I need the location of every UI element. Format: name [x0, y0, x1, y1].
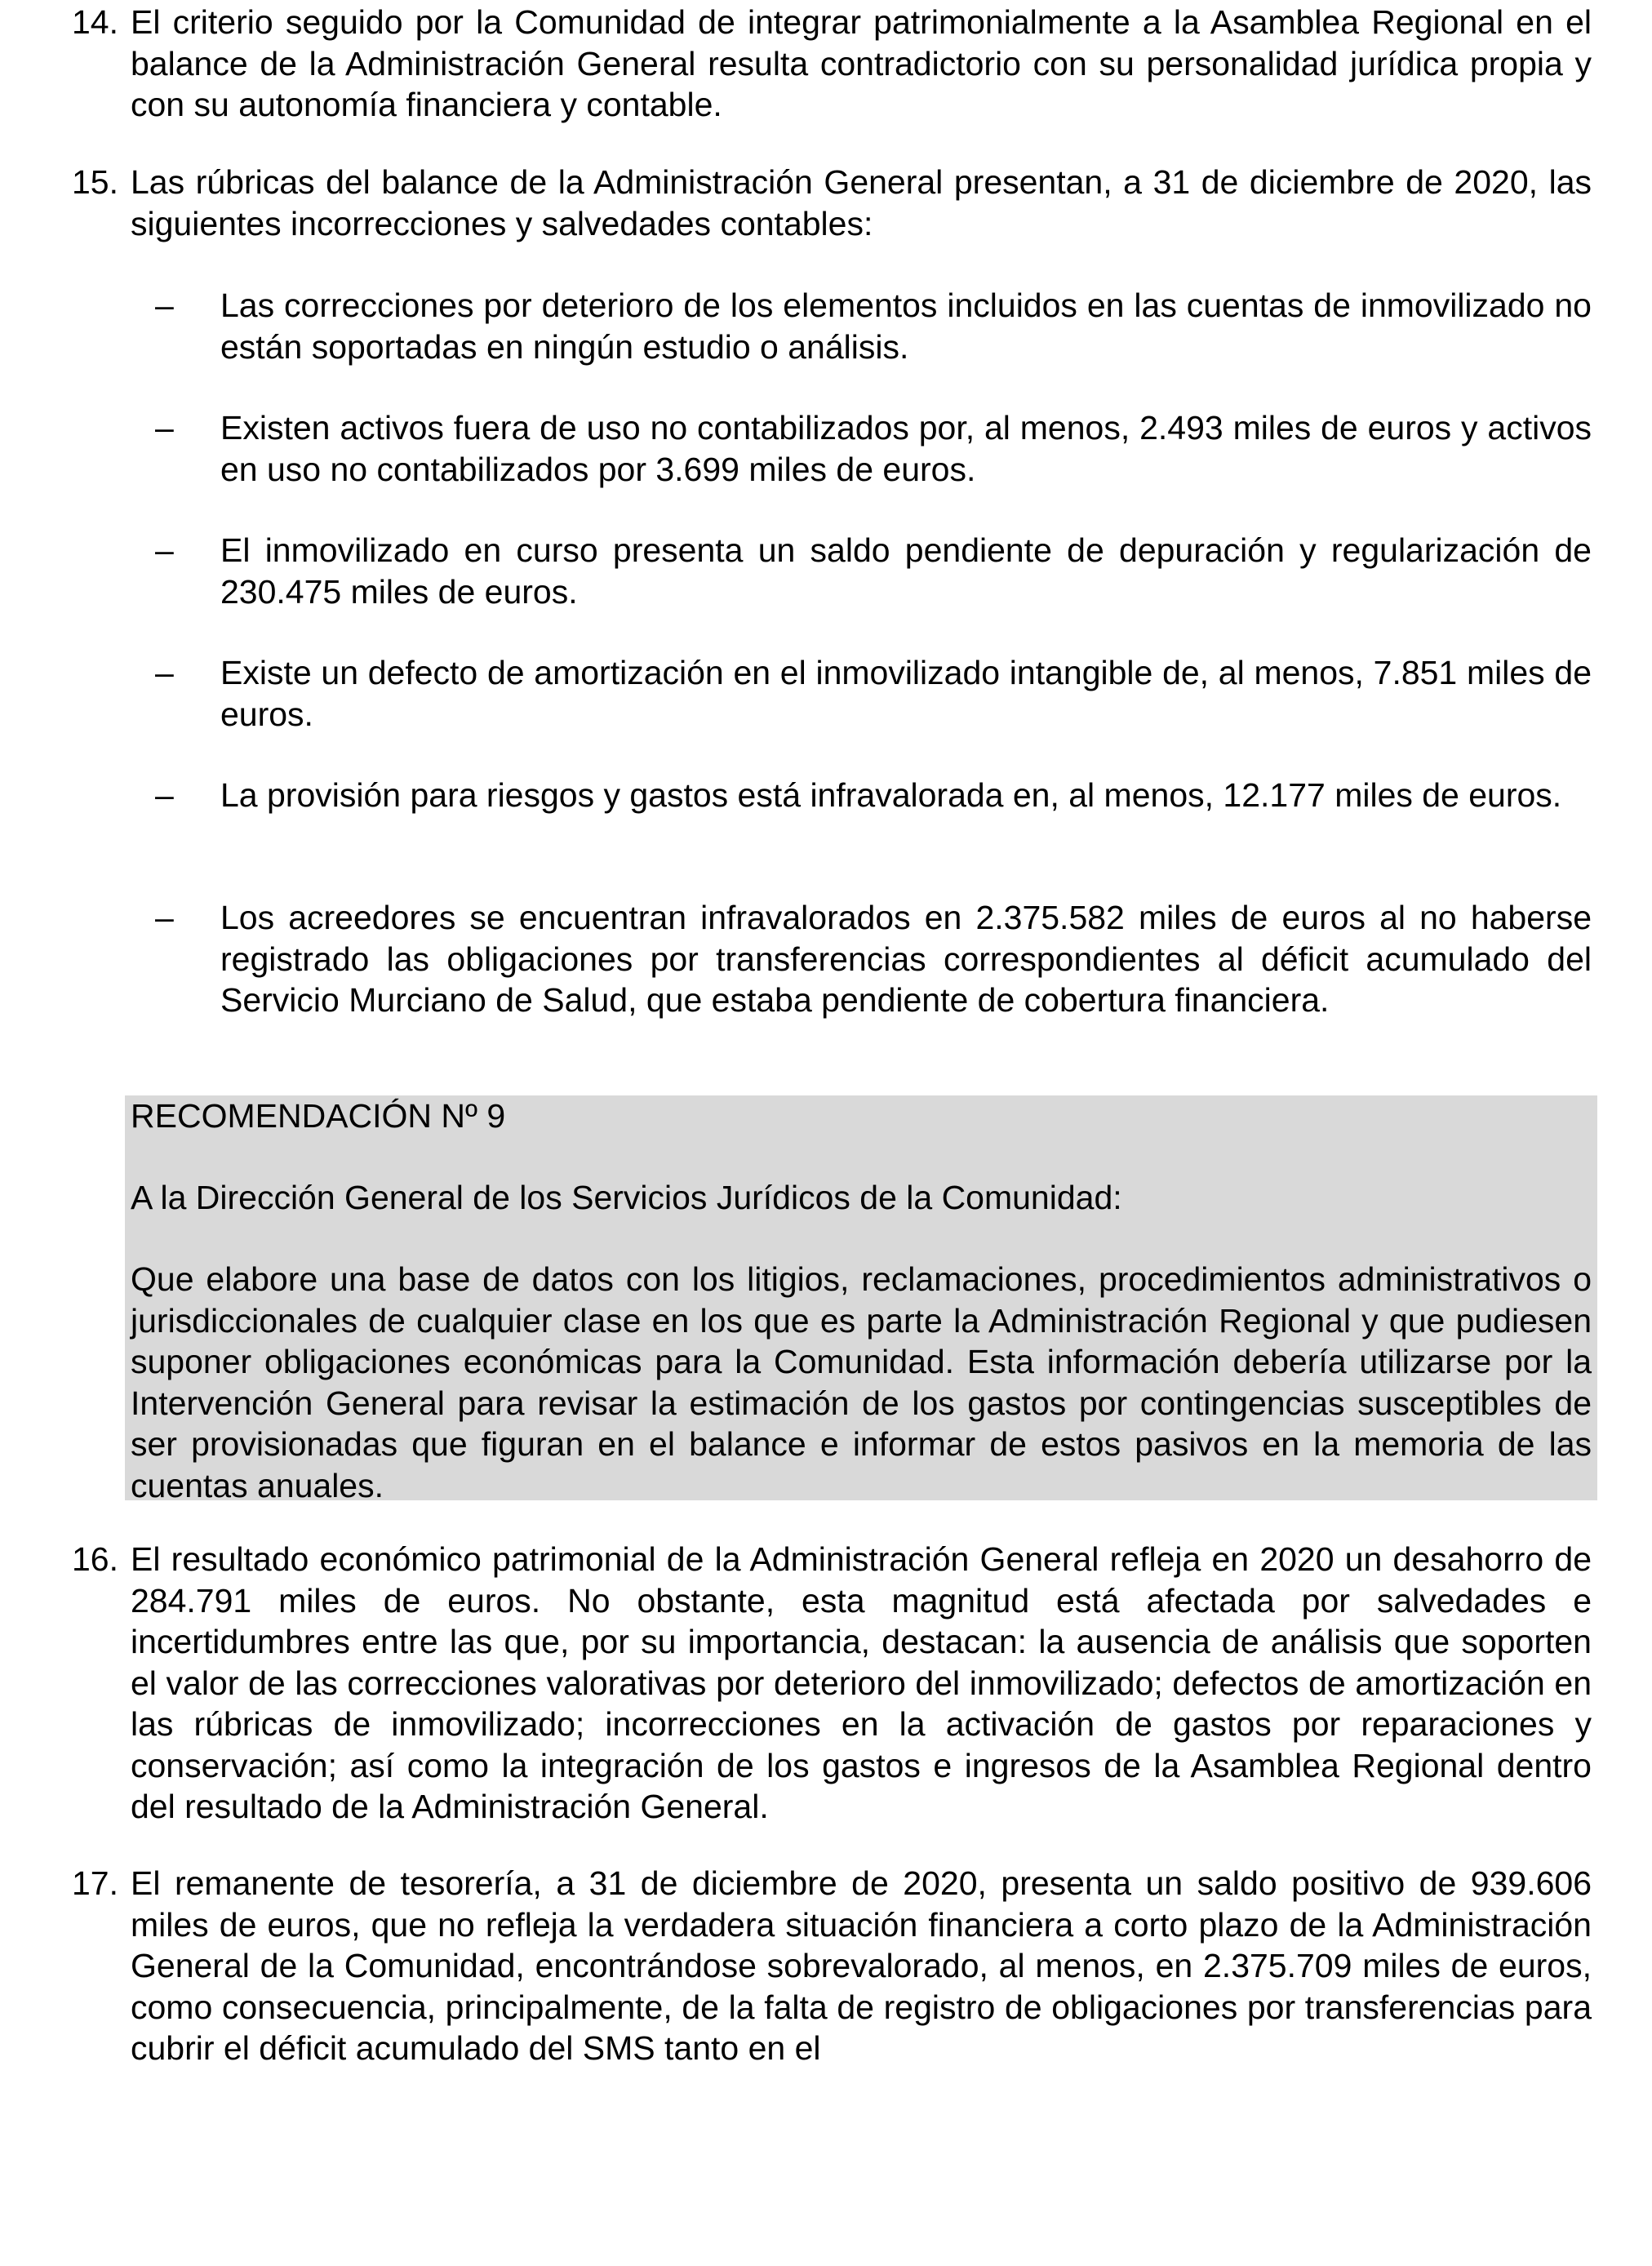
paragraph-15: [72, 162, 1592, 244]
bullet-item: [155, 775, 1592, 816]
paragraph-text: El criterio seguido por la Comunidad de integrar patrimonialmente a la Asamblea Regional en el balance de la Administración General resulta contradictorio con su personalidad jurídica propia y con su autonomía financiera y contable.: [131, 3, 1592, 123]
paragraph-14: [72, 2, 1592, 126]
bullet-item: [155, 652, 1592, 735]
bullet-text: Existe un defecto de amortización en el inmovilizado intangible de, al menos, 7.851 miles de euros.: [220, 654, 1592, 733]
paragraph-number: 15.: [72, 163, 118, 201]
dash-marker: –: [155, 409, 174, 447]
bullet-text: La provisión para riesgos y gastos está infravalorada en, al menos, 12.177 miles de euros.: [220, 776, 1562, 814]
bullet-item: [155, 897, 1592, 1021]
dash-marker: –: [155, 776, 174, 814]
paragraph-text: El resultado económico patrimonial de la Administración General refleja en 2020 un desahorro de 284.791 miles de euros. No obstante, esta magnitud está afectada por salvedades e incertidumbres entre las que, por su importancia, destacan: la ausencia de análisis que soporten el valor de las correcciones valorativas por deterioro del inmovilizado; defectos de amortización en las rúbricas de inmovilizado; incorrecciones en la activación de gastos por reparaciones y conservación; así como la integración de los gastos e ingresos de la Asamblea Regional dentro del resultado de la Administración General.: [131, 1540, 1592, 1825]
bullet-text: El inmovilizado en curso presenta un saldo pendiente de depuración y regularización de 230.475 miles de euros.: [220, 531, 1592, 611]
dash-marker: –: [155, 287, 174, 324]
dash-marker: –: [155, 531, 174, 569]
bullet-item: [155, 285, 1592, 367]
bullet-text: Existen activos fuera de uso no contabilizados por, al menos, 2.493 miles de euros y activos en uso no contabilizados por 3.699 miles de euros.: [220, 409, 1592, 488]
paragraph-text: Las rúbricas del balance de la Administración General presentan, a 31 de diciembre de 2020, las siguientes incorrecciones y salvedades contables:: [131, 163, 1592, 242]
paragraph-number: 17.: [72, 1864, 118, 1902]
bullet-text: Los acreedores se encuentran infravalorados en 2.375.582 miles de euros al no haberse registrado las obligaciones por transferencias correspondientes al déficit acumulado del Servicio Murciano de Salud, que estaba pendiente de cobertura financiera.: [220, 899, 1592, 1019]
paragraph-text: El remanente de tesorería, a 31 de diciembre de 2020, presenta un saldo positivo de 939.606 miles de euros, que no refleja la verdadera situación financiera a corto plazo de la Administración General de la Comunidad, encontrándose sobrevalorado, al menos, en 2.375.709 miles de euros, como consecuencia, principalmente, de la falta de registro de obligaciones por transferencias para cubrir el déficit acumulado del SMS tanto en el: [131, 1864, 1592, 2067]
recommendation-box: [125, 1095, 1597, 1504]
dash-marker: –: [155, 899, 174, 936]
bullet-item: [155, 530, 1592, 612]
bullet-item: [155, 407, 1592, 490]
paragraph-17: [72, 1863, 1592, 2069]
bullet-text: Las correcciones por deterioro de los elementos incluidos en las cuentas de inmovilizado no están soportadas en ningún estudio o análisis.: [220, 287, 1592, 366]
paragraph-number: 14.: [72, 3, 118, 41]
dash-marker: –: [155, 654, 174, 691]
paragraph-number: 16.: [72, 1540, 118, 1578]
recommendation-title: RECOMENDACIÓN Nº 9: [131, 1097, 506, 1135]
recommendation-body: Que elabore una base de datos con los litigios, reclamaciones, procedimientos administrativos o jurisdiccionales de cualquier clase en los que es parte la Administración Regional y que pudiesen suponer obligaciones económicas para la Comunidad. Esta información debería utilizarse por la Intervención General para revisar la estimación de los gastos por contingencias susceptibles de ser provisionadas que figuran en el balance e informar de estos pasivos en la memoria de las cuentas anuales.: [131, 1260, 1592, 1504]
recommendation-addressee: A la Dirección General de los Servicios Jurídicos de la Comunidad:: [131, 1179, 1122, 1216]
paragraph-16: [72, 1539, 1592, 1828]
